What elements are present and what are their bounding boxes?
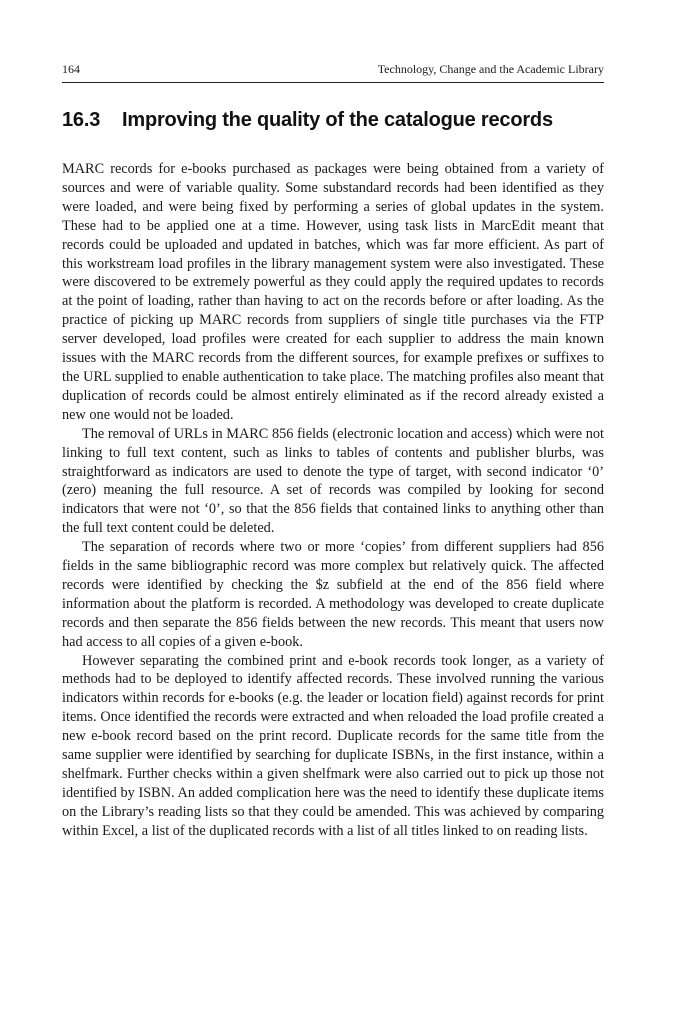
section-title: Improving the quality of the catalogue records	[122, 109, 553, 131]
running-header	[62, 62, 604, 83]
page-number: 164	[62, 62, 80, 76]
book-page	[62, 62, 604, 841]
paragraph-2: The removal of URLs in MARC 856 fields (electronic location and access) which were not linking to full text content, such as links to tables of contents and publisher blurbs, was straightforward as indicators are used to denote the type of target, with second indicator ‘0’ (zero) meaning the full resource. A set of records was compiled by looking for second indicators that were not ‘0’, so that the 856 fields that contained links to anything other than the full text content could be deleted.	[62, 425, 604, 537]
section-heading	[62, 107, 604, 133]
paragraph-4: However separating the combined print and e-book records took longer, as a variety of methods had to be deployed to identify affected records. These involved running the various indicators within records for e-books (e.g. the leader or location field) against records for print items. Once identified the records were extracted and when reloaded the load profile created a new e-book record based on the print record. Duplicate records for the same title from the same supplier were identified by searching for duplicate ISBNs, in the first instance, within a shelfmark. Further checks within a given shelfmark were also carried out to pick up those not identified by ISBN. An added complication here was the need to identify these duplicate items on the Library’s reading lists so that they could be amended. This was achieved by comparing within Excel, a list of the duplicated records with a list of all titles linked to on reading lists.	[62, 652, 604, 839]
body-text	[62, 160, 604, 841]
section-number: 16.3	[62, 109, 101, 131]
paragraph-3: The separation of records where two or more ‘copies’ from different suppliers had 856 fields in the same bibliographic record was more complex but relatively quick. The affected records were identified by checking the $z subfield at the end of the 856 field where information about the platform is recorded. A methodology was developed to create duplicate records and then separate the 856 fields between the new records. This meant that users now had access to all copies of a given e-book.	[62, 539, 604, 650]
running-title: Technology, Change and the Academic Library	[377, 62, 604, 76]
paragraph-1: MARC records for e-books purchased as packages were being obtained from a variety of sources and were of variable quality. Some substandard records had been identified as they were loaded, and were being fixed by performing a series of global updates in the system. These had to be applied one at a time. However, using task lists in MarcEdit meant that records could be uploaded and updated in batches, which was far more efficient. As part of this workstream load profiles in the library management system were also investigated. These were discovered to be extremely powerful as they could apply the required updates to records at the point of loading, rather than having to act on the records before or after loading. As the practice of picking up MARC records from suppliers of single title purchases via the FTP server developed, load profiles were created for each supplier to address the main known issues with the MARC records from the different sources, for example prefixes or suffixes to the URL supplied to enable authentication to take place. The matching profiles also meant that duplication of records could be almost entirely eliminated as if the record already existed a new one would not be loaded.	[62, 161, 604, 423]
